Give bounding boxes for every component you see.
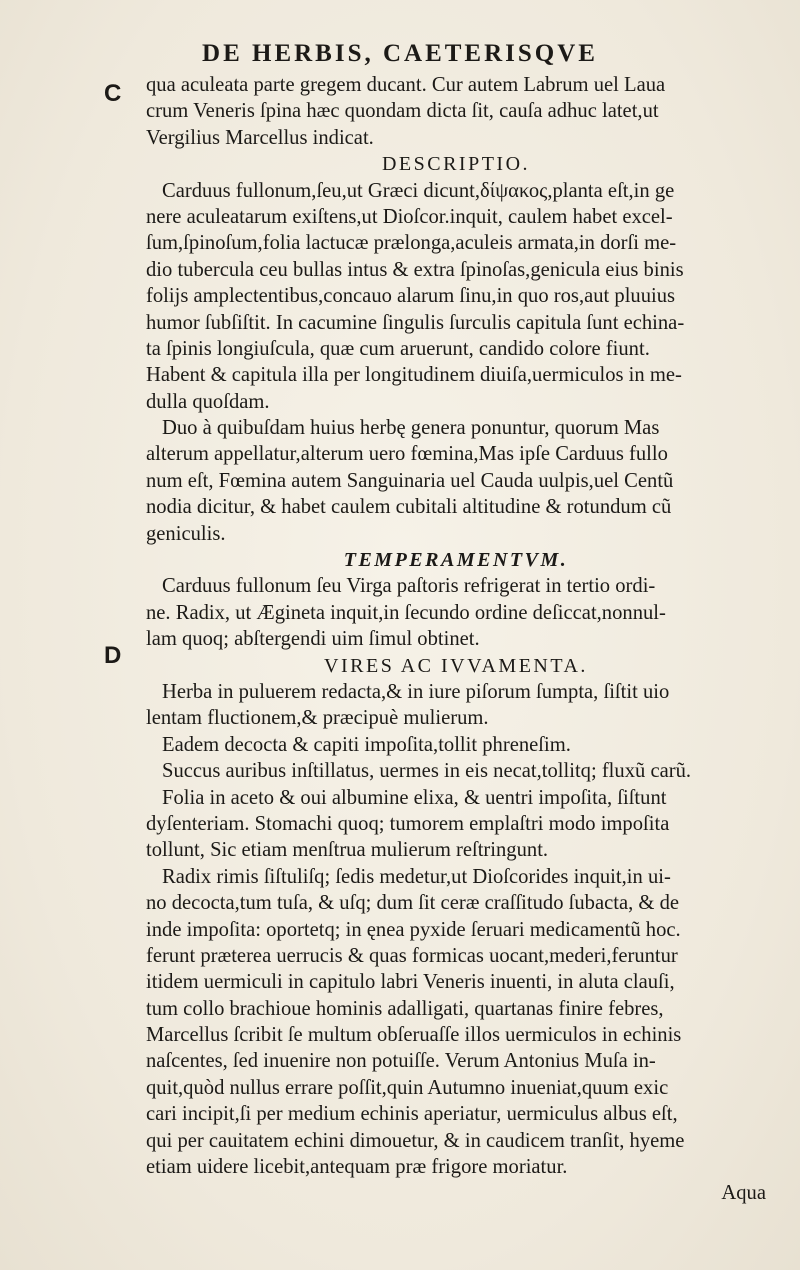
- text-line: Habent & capitula illa per longitudinem diuiſa,uermiculos in me-: [146, 364, 682, 387]
- running-header: DE HERBIS, CAETERISQVE: [202, 40, 598, 67]
- text-line: qua aculeata parte gregem ducant. Cur autem Labrum uel Laua: [146, 74, 666, 96]
- text-line: ta ſpinis longiuſcula, quæ cum aruerunt, candido colore fiunt.: [146, 337, 650, 360]
- section-heading-vires: VIRES AC IVVAMENTA.: [324, 654, 588, 677]
- text-line: lentam fluctionem,& præcipuè mulierum.: [146, 707, 489, 730]
- text-line: Radix rimis ſiſtuliſq; ſedis medetur,ut Dioſcorides inquit,in ui-: [162, 865, 671, 888]
- text-line: ſum,ſpinoſum,folia lactucæ prælonga,aculeis armata,in dorſi me-: [146, 232, 677, 255]
- text-line: crum Veneris ſpina hæc quondam dicta ſit, cauſa adhuc latet,ut: [146, 100, 659, 123]
- text-line: inde impoſita: oportetq; in ęnea pyxide ſeruari medicamentũ hoc.: [146, 918, 681, 941]
- text-line: Folia in aceto & oui albumine elixa, & uentri impoſita, ſiſtunt: [162, 786, 667, 809]
- text-line: qui per cauitatem echini dimouetur, & in caudicem tranſit, hyeme: [146, 1129, 685, 1152]
- text-line: cari incipit,ſi per medium echinis aperiatur, uermiculus albus eſt,: [146, 1103, 678, 1126]
- section-heading-temperamentum: TEMPERAMENTVM.: [343, 549, 569, 572]
- text-line: tum collo brachioue hominis adalligati, quartanas finire febres,: [146, 997, 664, 1020]
- body-text: [146, 72, 766, 1207]
- text-line: alterum appellatur,alterum uero fœmina,Mas ipſe Carduus fullo: [146, 443, 668, 466]
- text-line: ferunt præterea uerrucis & quas formicas uocant,mederi,feruntur: [146, 944, 678, 967]
- text-line: Vergilius Marcellus indicat.: [146, 126, 374, 149]
- text-line: dulla quoſdam.: [146, 390, 270, 413]
- text-line: etiam uidere licebit,antequam præ frigore moriatur.: [146, 1156, 568, 1179]
- text-line: ne. Radix, ut Ægineta inquit,in ſecundo ordine deſiccat,nonnul-: [146, 601, 666, 624]
- text-line: no decocta,tum tuſa, & uſq; dum ſit ceræ craſſitudo ſubacta, & de: [146, 892, 680, 915]
- text-line: humor ſubſiſtit. In cacumine ſingulis ſurculis capitula ſunt echina-: [146, 311, 685, 334]
- text-line: itidem uermiculi in capitulo labri Veneris inuenti, in aluta clauſi,: [146, 971, 675, 994]
- text-line: Carduus fullonum,ſeu,ut Græci dicunt,δίψακος,planta eſt,in ge: [162, 179, 675, 202]
- text-line: dyſenteriam. Stomachi quoq; tumorem emplaſtri modo impoſita: [146, 812, 670, 835]
- section-heading-descriptio: DESCRIPTIO.: [381, 153, 531, 176]
- catchword: Aqua: [721, 1182, 766, 1205]
- text-line: Herba in puluerem redacta,& in iure piſorum ſumpta, ſiſtit uio: [162, 680, 670, 703]
- text-line: Succus auribus inſtillatus, uermes in eis necat,tollitq; fluxũ carũ.: [162, 760, 692, 783]
- text-line: folijs amplectentibus,concauo alarum ſinu,in quo ros,aut pluuius: [146, 285, 676, 308]
- margin-letter-d: D: [104, 642, 122, 669]
- text-line: dio tubercula ceu bullas intus & extra ſpinoſas,genicula eius binis: [146, 258, 684, 281]
- text-line: nodia dicitur, & habet caulem cubitali altitudine & rotundum cũ: [146, 496, 672, 519]
- text-line: geniculis.: [146, 522, 226, 545]
- text-line: Eadem decocta & capiti impoſita,tollit phreneſim.: [162, 733, 571, 756]
- text-line: Marcellus ſcribit ſe multum obſeruaſſe illos uermiculos in echinis: [146, 1024, 682, 1047]
- text-line: Carduus fullonum ſeu Virga paſtoris refrigerat in tertio ordi-: [162, 575, 656, 598]
- text-line: quit,quòd nullus errare poſſit,quin Autumno inueniat,quum exic: [146, 1076, 669, 1099]
- text-line: naſcentes, ſed inuenire non potuiſſe. Verum Antonius Muſa in-: [146, 1050, 656, 1073]
- text-line: tollunt, Sic etiam menſtrua mulierum reſtringunt.: [146, 839, 549, 862]
- text-line: nere aculeatarum exiſtens,ut Dioſcor.inquit, caulem habet excel-: [146, 205, 673, 228]
- text-line: num eſt, Fœmina autem Sanguinaria uel Cauda uulpis,uel Centũ: [146, 469, 674, 492]
- text-line: Duo à quibuſdam huius herbę genera ponuntur, quorum Mas: [162, 417, 660, 440]
- text-line: lam quoq; abſtergendi uim ſimul obtinet.: [146, 628, 480, 651]
- margin-letter-c: C: [104, 80, 122, 107]
